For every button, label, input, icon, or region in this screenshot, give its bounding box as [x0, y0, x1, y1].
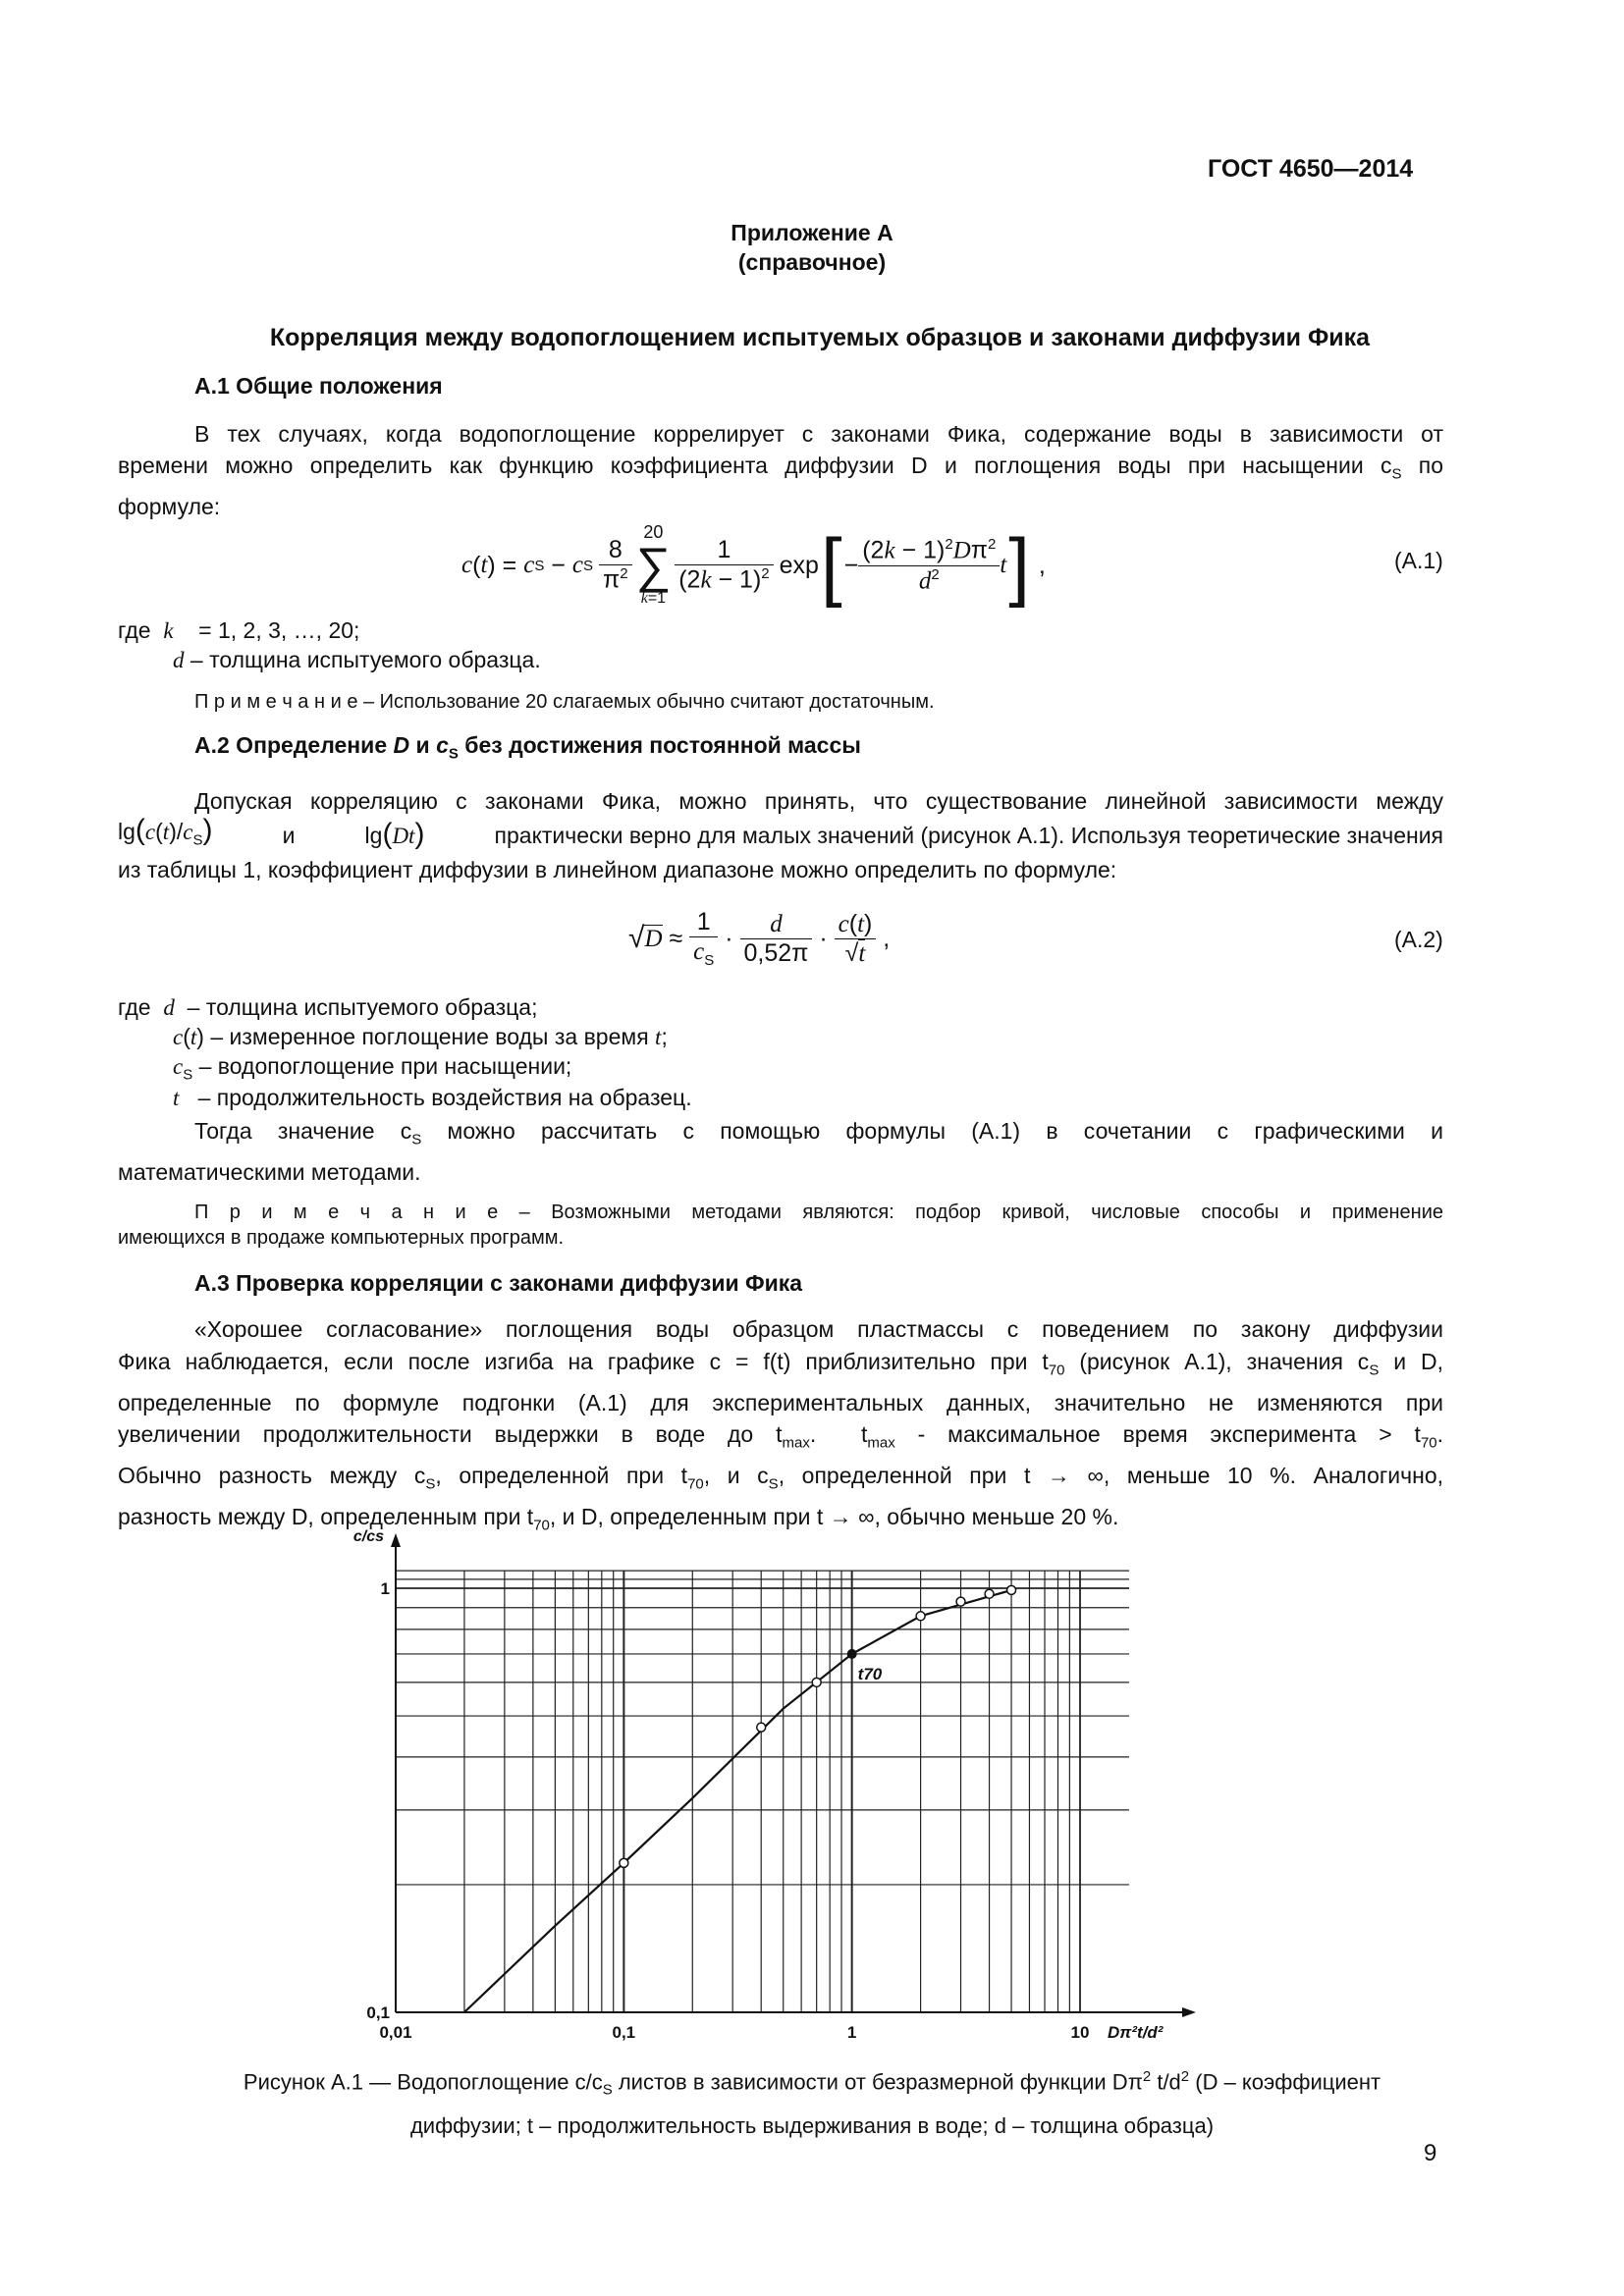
t70-annotation: t70	[857, 1664, 883, 1683]
formula-a2-number: (А.2)	[1394, 927, 1443, 952]
x-axis-label: Dπ²t/d²	[1108, 2023, 1164, 2042]
note-a1: П р и м е ч а н и е – Использование 20 слагаемых обычно считают достаточным.	[194, 691, 935, 713]
x-tick-label: 10	[1070, 2023, 1090, 2042]
data-point	[956, 1597, 965, 1606]
data-point	[620, 1858, 628, 1867]
data-point	[757, 1723, 766, 1732]
y-tick-label: 0,1	[366, 2003, 390, 2022]
a2-line1: Допуская корреляцию с законами Фика, можно принять, что существование линейной зависимости между	[194, 788, 1443, 814]
formula-a2: √ D ≈ $\frac{1}{c_S}$ · $\frac{d}{0,52\pi}$ · $\frac{c(t)}{√t}$ ,	[628, 908, 891, 969]
section-a1-paragraph	[118, 418, 1443, 522]
data-point	[916, 1612, 925, 1621]
section-a2-heading: А.2 Определение D и $c_S$ без достижения постоянной массы	[194, 732, 861, 763]
page-number: 9	[1424, 2140, 1437, 2166]
section-a1-heading: А.1 Общие положения	[194, 373, 443, 399]
a1-line1: В тех случаях, когда водопоглощение коррелирует с законами Фика, содержание воды в зависимости от	[194, 421, 1443, 447]
where-k: где k = 1, 2, 3, …, 20;	[118, 617, 360, 643]
y-axis-arrow	[391, 1533, 401, 1547]
data-point	[985, 1589, 994, 1598]
main-title: Корреляция между водопоглощением испытуемых образцов и законами диффузии Фика	[269, 324, 1371, 351]
a2-where-t: t – продолжительность воздействия на образец.	[173, 1085, 692, 1110]
a2-line3: из таблицы 1, коэффициент диффузии в линейном диапазоне можно определить по формуле:	[118, 857, 1117, 882]
a2-where-cs: $c_S$ – водопоглощение при насыщении;	[173, 1053, 572, 1084]
standard-number: ГОСТ 4650—2014	[1208, 155, 1414, 183]
t70-point	[847, 1649, 857, 1659]
formula-a1: c ( t ) = c S − c S $\frac{8}{\pi^2}$ 20 ∑ k=1 $\frac{1}{(2k - 1)^2}$ exp [ − $\frac{(2k - 1)^2D\pi^2}{d^2}$ t ] ,	[461, 522, 1046, 609]
figure-a1-chart	[334, 1522, 1198, 2052]
appendix-heading	[0, 218, 1624, 277]
a2-where-d: где d – толщина испытуемого образца;	[118, 994, 538, 1020]
y-axis-label: c/cs	[352, 1528, 384, 1545]
where-d: d – толщина испытуемого образца.	[173, 647, 541, 672]
appendix-subtitle: (справочное)	[737, 249, 887, 275]
figure-caption: Рисунок А.1 — Водопоглощение $c/c_S$ листов в зависимости от безразмерной функции $D\pi^2$ $t/d^2$ (D – коэффициент диффузии; t – продолжительность выдерживания в воде; d – толщина образца)	[243, 2068, 1381, 2138]
a2-line2: $\lg(c(t)/c_S)$ и lg(Dt) практически верно для малых значений (рисунок А.1). Используя теоретические значения	[118, 813, 1443, 850]
a2-where-ct: c(t) – измеренное поглощение воды за время t;	[173, 1024, 668, 1049]
x-axis-arrow	[1182, 2007, 1196, 2017]
a1-line2: времени можно определить как функцию коэффициента диффузии D и поглощения воды при насыщении $c_S$ по	[118, 453, 1443, 483]
formula-a1-number: (А.1)	[1394, 548, 1443, 573]
y-tick-label: 1	[380, 1579, 390, 1598]
appendix-title: Приложение А	[731, 220, 893, 245]
a2-then: Тогда значение $c_S$ можно рассчитать с помощью формулы (А.1) в сочетании с графическими и математическими методами.	[118, 1118, 1444, 1185]
data-point	[812, 1678, 821, 1686]
x-tick-label: 0,01	[379, 2023, 412, 2042]
x-tick-label: 0,1	[612, 2023, 636, 2042]
section-a3-paragraph: «Хорошее согласование» поглощения воды образцом пластмассы с поведением по закону диффузии Фика наблюдается, если после изгиба на графике c = f(t) приблизительно при $t_{70}$ (рисунок А.1), значения $c_S$ и D, определенные по формуле подгонки (А.1) для экспериментальных данных, значительно не изменяются при увеличении продолжительности выдержки в воде до $t_{max}$. $t_{max}$ - максимальное время эксперимента > $t_{70}$. Обычно разность между $c_S$, определенной при $t_{70}$, и $c_S$, определенной при t → ∞, меньше 10 %. Аналогично, разность между D, определенным при $t_{70}$, и D, определенным при t → ∞, обычно меньше 20 %.	[118, 1316, 1444, 1534]
data-point	[1007, 1585, 1016, 1594]
section-a2-paragraph	[118, 785, 1443, 885]
note-a2: П р и м е ч а н и е – Возможными методами являются: подбор кривой, числовые способы и применение имеющихся в продаже компьютерных программ.	[118, 1201, 1443, 1249]
a1-line3: формуле:	[118, 493, 221, 519]
x-tick-label: 1	[846, 2023, 857, 2042]
section-a3-heading: А.3 Проверка корреляции с законами диффузии Фика	[194, 1270, 803, 1296]
